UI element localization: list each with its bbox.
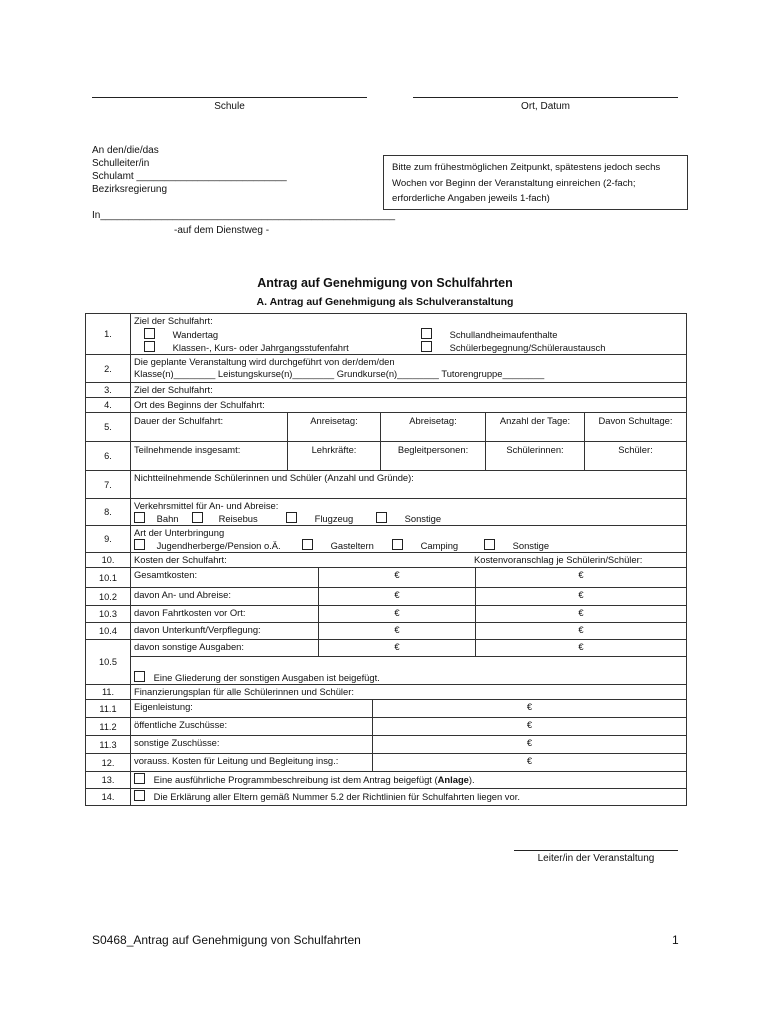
fahrtkosten-je-field[interactable]: € (578, 607, 584, 618)
row-9: 9. Art der Unterbringung Jugendherberge/Pension o.Ä. Gasteltern Camping Sonstige (86, 526, 687, 553)
row-12: 12. vorauss. Kosten für Leitung und Begleitung insg.: € (86, 754, 687, 772)
application-form-table (85, 313, 687, 806)
nichtteilnehmende-field[interactable]: Nichtteilnehmende Schülerinnen und Schüler (Anzahl und Gründe): (131, 471, 687, 499)
ort-beginn-field[interactable]: Ort des Beginns der Schulfahrt: (131, 398, 687, 413)
in-line: In_____________________________________________________ (92, 210, 396, 221)
row-4: 4. Ort des Beginns der Schulfahrt: (86, 398, 687, 413)
checkbox-gliederung[interactable] (134, 671, 145, 682)
checkbox-eltern-erklaerung[interactable] (134, 790, 145, 801)
row-10-1: 10.1 Gesamtkosten: € € (86, 568, 687, 588)
checkbox-flugzeug[interactable] (286, 512, 297, 523)
row-13: 13. Eine ausführliche Programmbeschreibung ist dem Antrag beigefügt (Anlage). (86, 772, 687, 789)
schueler-field[interactable]: Schüler: (618, 444, 653, 455)
row-5: 5. Dauer der Schulfahrt: Anreisetag: Abreisetag: Anzahl der Tage: Davon Schultage: (86, 413, 687, 442)
checkbox-wandertag[interactable] (144, 328, 155, 339)
row-11-2: 11.2 öffentliche Zuschüsse: € (86, 718, 687, 736)
footer-document-name: S0468_Antrag auf Genehmigung von Schulfahrten (92, 933, 361, 947)
ziel-field[interactable]: Ziel der Schulfahrt: (131, 383, 687, 398)
schultage-field[interactable]: Davon Schultage: (598, 415, 673, 426)
begleitpersonen-field[interactable]: Begleitpersonen: (381, 442, 486, 470)
gesamtkosten-je-field[interactable]: € (578, 569, 584, 580)
leitung-kosten-field[interactable]: € (526, 755, 533, 766)
address-line-3: Schulamt ___________________________ (92, 171, 287, 182)
checkbox-reisebus[interactable] (192, 512, 203, 523)
row-11-3: 11.3 sonstige Zuschüsse: € (86, 736, 687, 754)
dienstweg-label: -auf dem Dienstweg - (174, 225, 270, 236)
oeffentliche-zuschuesse-field[interactable]: € (526, 719, 533, 730)
checkbox-schullandheim[interactable] (421, 328, 432, 339)
checkbox-jugendherberge[interactable] (134, 539, 145, 550)
row-3: 3. Ziel der Schulfahrt: (86, 383, 687, 398)
row-14: 14. Die Erklärung aller Eltern gemäß Nummer 5.2 der Richtlinien für Schulfahrten liegen vor. (86, 789, 687, 806)
gesamtkosten-field[interactable]: € (319, 568, 476, 587)
anreise-kosten-field[interactable]: € (319, 588, 476, 605)
section-title: A. Antrag auf Genehmigung als Schulveranstaltung (256, 296, 514, 308)
address-line-4: Bezirksregierung (92, 184, 168, 195)
klassen-field[interactable]: Klasse(n)________ Leistungskurse(n)________ Grundkurse(n)________ Tutorengruppe________ (134, 368, 545, 379)
row-2: 2. Die geplante Veranstaltung wird durchgeführt von der/dem/den Klasse(n)________ Leistungskurse(n)________ Grundkurse(n)________ Tutorengruppe________ (86, 355, 687, 383)
row-7: 7. Nichtteilnehmende Schülerinnen und Schüler (Anzahl und Gründe): (86, 471, 687, 499)
ort-datum-line (413, 97, 678, 98)
row-8: 8. Verkehrsmittel für An- und Abreise: Bahn Reisebus Flugzeug Sonstige (86, 499, 687, 526)
address-line-2: Schulleiter/in (92, 158, 150, 169)
sonstige-ausgaben-je-field[interactable]: € (578, 641, 584, 652)
page-number: 1 (672, 933, 679, 947)
address-line-1: An den/die/das (92, 145, 159, 156)
anreise-kosten-je-field[interactable]: € (578, 589, 584, 600)
schule-label: Schule (214, 101, 245, 112)
fahrtkosten-field[interactable]: € (319, 606, 476, 622)
row-11-1: 11.1 Eigenleistung: € (86, 700, 687, 718)
signature-label: Leiter/in der Veranstaltung (537, 853, 655, 864)
abreisetag-field[interactable]: Abreisetag: (381, 413, 486, 441)
sonstige-zuschuesse-field[interactable]: € (526, 737, 533, 748)
row-10-4: 10.4 davon Unterkunft/Verpflegung: € € (86, 623, 687, 640)
unterkunft-field[interactable]: € (319, 623, 476, 639)
row-10-2: 10.2 davon An- und Abreise: € € (86, 588, 687, 606)
checkbox-bahn[interactable] (134, 512, 145, 523)
unterkunft-je-field[interactable]: € (578, 624, 584, 635)
schule-line (92, 97, 367, 98)
sonstige-ausgaben-field[interactable]: € (319, 640, 476, 657)
lehrkraefte-field[interactable]: Lehrkräfte: (288, 442, 381, 470)
checkbox-camping[interactable] (392, 539, 403, 550)
row-6: 6. Teilnehmende insgesamt: Lehrkräfte: Begleitpersonen: Schülerinnen: Schüler: (86, 442, 687, 471)
ort-datum-label: Ort, Datum (521, 101, 570, 112)
checkbox-klassenfahrt[interactable] (144, 341, 155, 352)
anzahl-tage-field[interactable]: Anzahl der Tage: (486, 413, 585, 441)
checkbox-sonstige-unterkunft[interactable] (484, 539, 495, 550)
checkbox-programmbeschreibung[interactable] (134, 773, 145, 784)
row-1: 1. Ziel der Schulfahrt: Wandertag Klassen-, Kurs- oder Jahrgangsstufenfahrt Schullandheimaufenthalte Schülerbegegnung/Schüleraustausch (86, 314, 687, 355)
row-10-3: 10.3 davon Fahrtkosten vor Ort: € € (86, 606, 687, 623)
checkbox-sonstige-verkehr[interactable] (376, 512, 387, 523)
row-10: 10. Kosten der Schulfahrt: Kostenvoranschlag je Schülerin/Schüler: (86, 553, 687, 568)
row-11: 11. Finanzierungsplan für alle Schülerinnen und Schüler: (86, 685, 687, 700)
row-10-5: 10.5 davon sonstige Ausgaben: € € Eine Gliederung der sonstigen Ausgaben ist beigefügt. (86, 640, 687, 685)
schuelerinnen-field[interactable]: Schülerinnen: (486, 442, 585, 470)
eigenleistung-field[interactable]: € (526, 701, 533, 712)
signature-line (514, 850, 678, 851)
submission-note: Bitte zum frühestmöglichen Zeitpunkt, spätestens jedoch sechs Wochen vor Beginn der Veranstaltung einreichen (2-fach; erforderliche Angaben jeweils 1-fach) (383, 155, 688, 210)
anreisetag-field[interactable]: Anreisetag: (288, 413, 381, 441)
page-title: Antrag auf Genehmigung von Schulfahrten (257, 276, 513, 290)
checkbox-schuelerbegegnung[interactable] (421, 341, 432, 352)
checkbox-gasteltern[interactable] (302, 539, 313, 550)
